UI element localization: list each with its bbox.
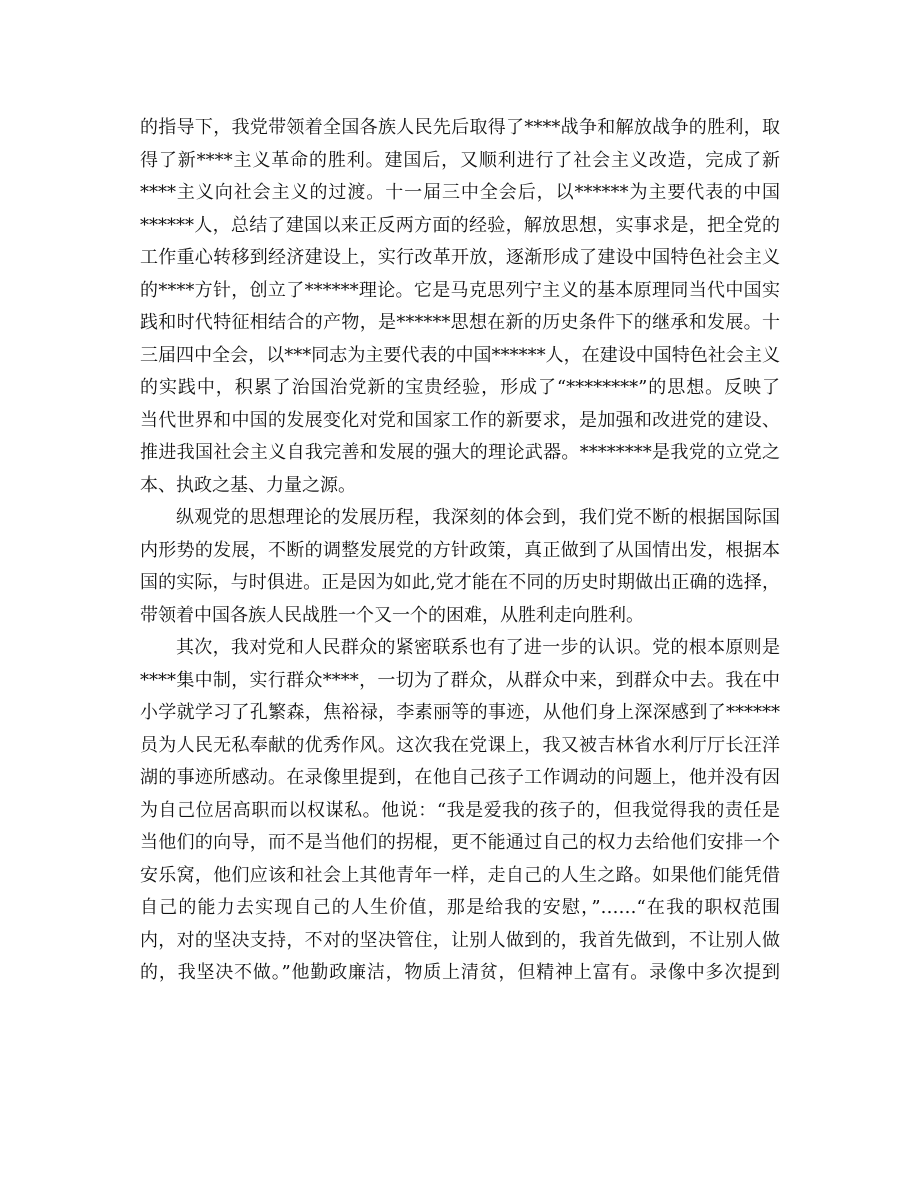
document-body <box>140 112 780 990</box>
text-line: 的，我坚决不做。”他勤政廉洁，物质上清贫，但精神上富有。录像中多次提到 <box>140 962 780 983</box>
text-line: 的****方针，创立了******理论。它是马克思列宁主义的基本原理同当代中国实 <box>140 279 780 301</box>
paragraph <box>140 502 780 632</box>
text-line: 的实践中，积累了治国治党新的宝贵经验，形成了“********”的思想。反映了 <box>140 377 780 398</box>
text-line: 当他们的向导，而不是当他们的拐棍，更不能通过自己的权力去给他们安排一个 <box>140 832 780 853</box>
text-line: 为自己位居高职而以权谋私。他说：“我是爱我的孩子的，但我觉得我的责任是 <box>140 799 780 821</box>
text-line: 工作重心转移到经济建设上，实行改革开放，逐渐形成了建设中国特色社会主义 <box>140 247 780 268</box>
text-line: 内形势的发展，不断的调整发展党的方针政策，真正做到了从国情出发，根据本 <box>140 539 780 561</box>
text-line: 其次，我对党和人民群众的紧密联系也有了进一步的认识。党的根本原则是 <box>176 637 780 658</box>
text-line: ****主义向社会主义的过渡。十一届三中全会后，以******为主要代表的中国 <box>140 182 780 203</box>
paragraph <box>140 632 780 990</box>
text-line: 本、执政之基、力量之源。 <box>140 474 356 496</box>
text-line: 纵观党的思想理论的发展历程，我深刻的体会到，我们党不断的根据国际国 <box>176 507 780 528</box>
text-line: 安乐窝，他们应该和社会上其他青年一样，走自己的人生之路。如果他们能凭借 <box>140 864 780 886</box>
text-line: 内，对的坚决支持，不对的坚决管住，让别人做到的，我首先做到，不让别人做 <box>140 929 780 951</box>
text-line: 的指导下，我党带领着全国各族人民先后取得了****战争和解放战争的胜利，取 <box>140 117 780 138</box>
text-line: ******人，总结了建国以来正反两方面的经验，解放思想，实事求是，把全党的 <box>140 214 780 236</box>
text-line: 国的实际，与时俱进。正是因为如此,党才能在不同的历史时期做出正确的选择， <box>140 572 780 593</box>
text-line: 小学就学习了孔繁森，焦裕禄，李素丽等的事迹，从他们身上深深感到了****** <box>140 702 780 723</box>
text-line: 当代世界和中国的发展变化对党和国家工作的新要求，是加强和改进党的建设、 <box>140 409 780 431</box>
text-line: 推进我国社会主义自我完善和发展的强大的理论武器。********是我党的立党之 <box>140 442 780 463</box>
paragraph <box>140 112 780 502</box>
text-line: 带领着中国各族人民战胜一个又一个的困难，从胜利走向胜利。 <box>140 604 644 626</box>
text-line: 员为人民无私奉献的优秀作风。这次我在党课上，我又被吉林省水利厅厅长汪洋 <box>140 734 780 756</box>
text-line: 湖的事迹所感动。在录像里提到，在他自己孩子工作调动的问题上，他并没有因 <box>140 767 780 788</box>
text-line: 践和时代特征相结合的产物，是******思想在新的历史条件下的继承和发展。十 <box>140 312 780 333</box>
text-line: 自己的能力去实现自己的人生价值，那是给我的安慰，”……“在我的职权范围 <box>140 897 780 918</box>
text-line: ****集中制，实行群众****，一切为了群众，从群众中来，到群众中去。我在中 <box>140 669 780 691</box>
text-line: 得了新****主义革命的胜利。建国后，又顺利进行了社会主义改造，完成了新 <box>140 149 780 171</box>
text-line: 三届四中全会，以***同志为主要代表的中国******人，在建设中国特色社会主义 <box>140 344 780 366</box>
